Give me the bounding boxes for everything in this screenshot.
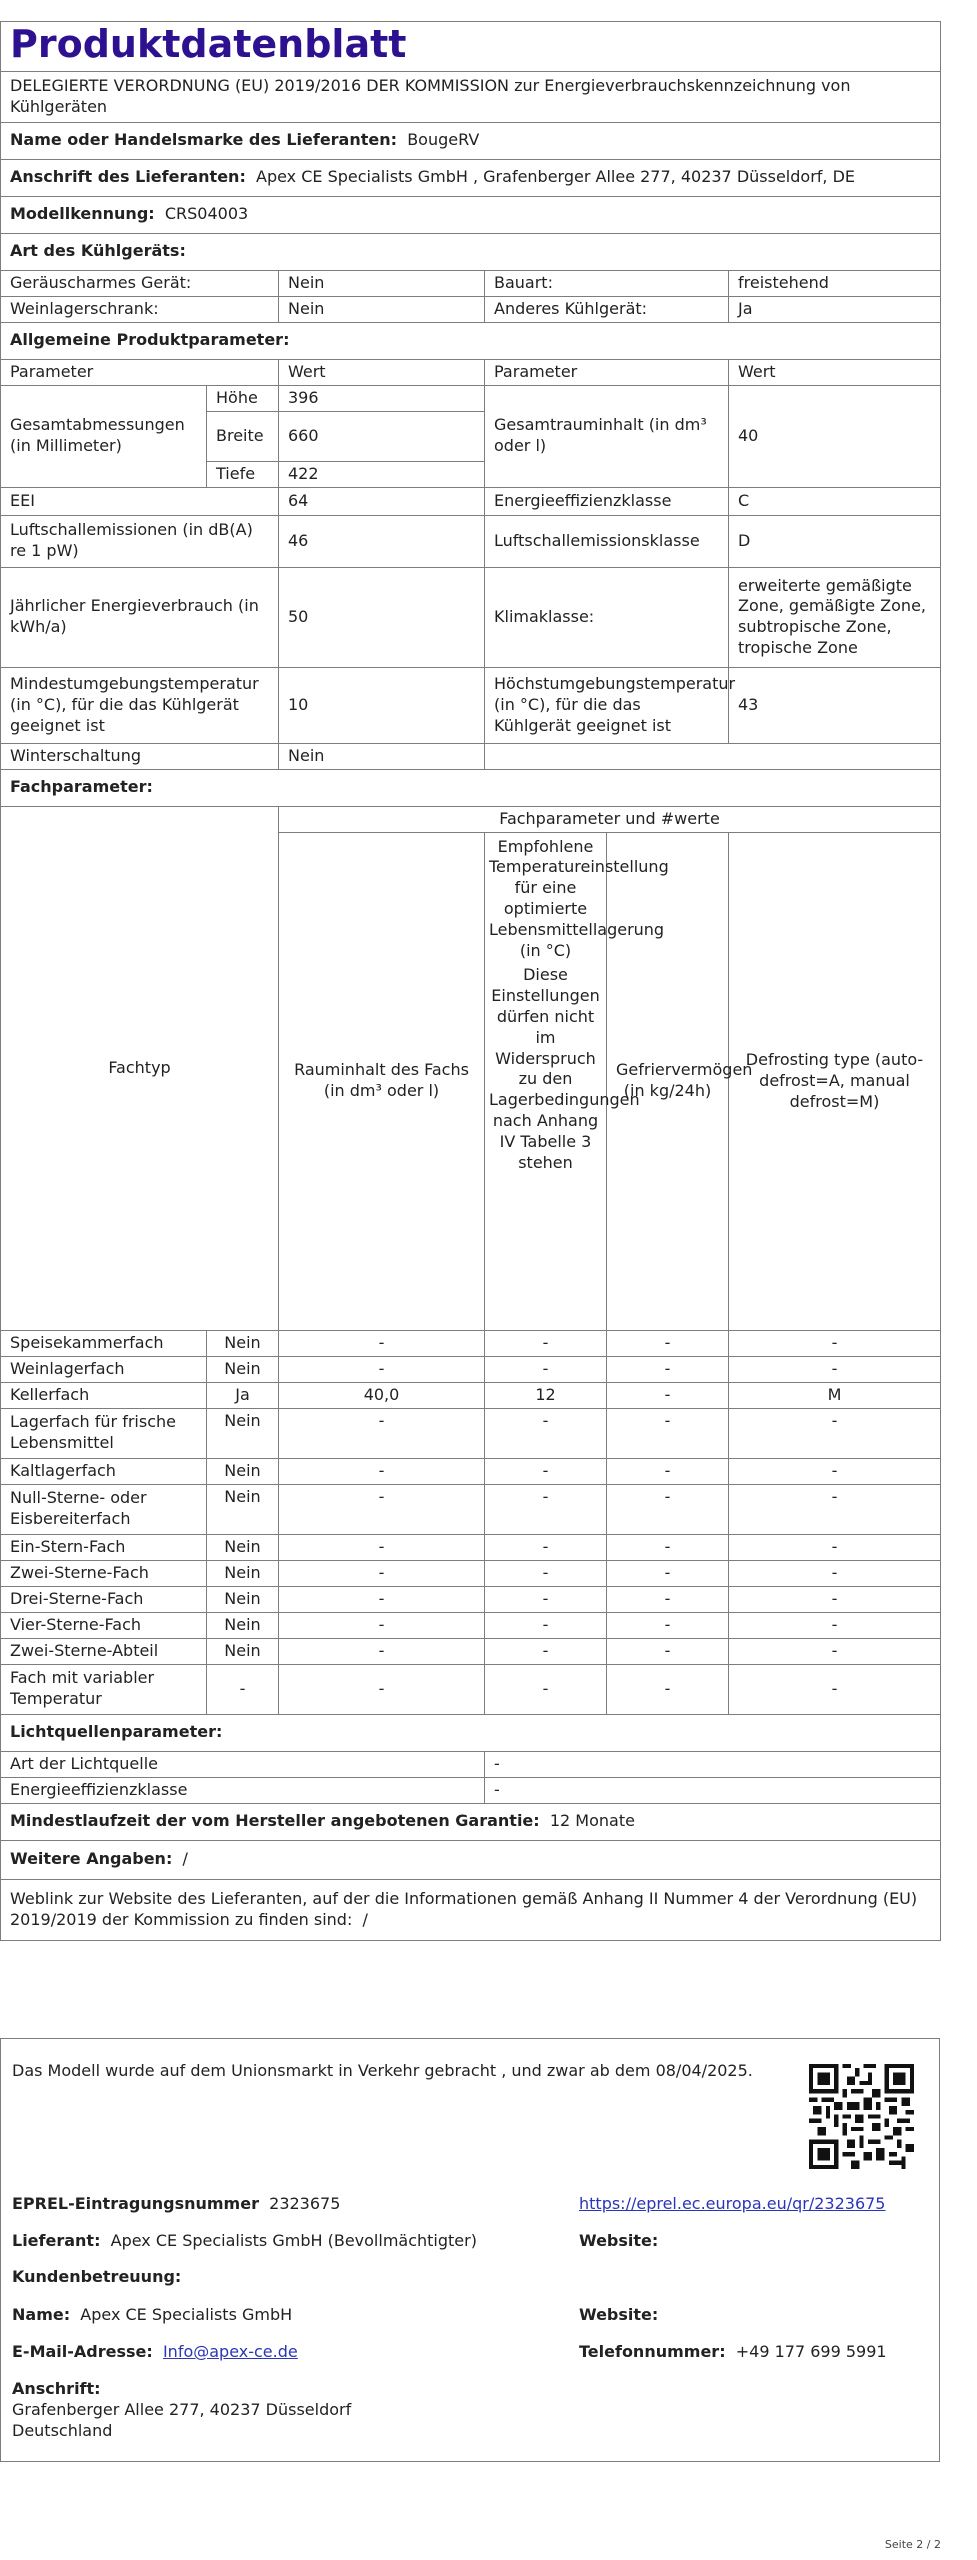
table-row xyxy=(1,1638,941,1664)
compartment-freeze: - xyxy=(607,1612,729,1638)
table-row xyxy=(1,1560,941,1586)
compartment-volume: - xyxy=(279,1612,485,1638)
compartment-defrost: - xyxy=(729,1586,941,1612)
supplier-website-label: Website: xyxy=(579,2231,659,2250)
compartment-freeze: - xyxy=(607,1586,729,1612)
compartment-defrost: - xyxy=(729,1408,941,1458)
col-parameter: Parameter xyxy=(1,359,279,385)
col-compartment-volume: Rauminhalt des Fachs (in dm³ oder l) xyxy=(279,832,485,1330)
col-freezing-capacity: Gefriervermögen (in kg/24h) xyxy=(607,832,729,1330)
light-class-value: - xyxy=(485,1777,941,1803)
supplier-info-label: Lieferant: xyxy=(12,2231,101,2250)
wine-cabinet-label: Weinlagerschrank: xyxy=(1,296,279,322)
eprel-label: EPREL-Eintragungsnummer xyxy=(12,2194,259,2213)
compartment-name: Lagerfach für frische Lebensmittel xyxy=(1,1408,207,1458)
compartment-freeze: - xyxy=(607,1484,729,1534)
customer-support-label: Kundenbetreuung: xyxy=(12,2267,182,2286)
col-value: Wert xyxy=(279,359,485,385)
climate-class-label: Klimaklasse: xyxy=(485,567,729,667)
warranty-value: 12 Monate xyxy=(549,1811,635,1831)
compartment-defrost: - xyxy=(729,1484,941,1534)
compartment-volume: - xyxy=(279,1638,485,1664)
table-row xyxy=(1,1612,941,1638)
max-temp-label: Höchstumgebungstemperatur (in °C), für die das Kühlgerät geeignet ist xyxy=(485,667,729,743)
model-row xyxy=(1,196,941,233)
compartment-present: Nein xyxy=(207,1458,279,1484)
compartment-present: Nein xyxy=(207,1638,279,1664)
general-params-heading: Allgemeine Produktparameter: xyxy=(1,322,941,359)
eprel-link[interactable]: https://eprel.ec.europa.eu/qr/2323675 xyxy=(579,2194,886,2213)
support-name-label: Name: xyxy=(12,2305,71,2324)
eei-value: 64 xyxy=(279,487,485,515)
eprel-info-box xyxy=(0,2038,940,2462)
wine-cabinet-value: Nein xyxy=(279,296,485,322)
width-label: Breite xyxy=(207,411,279,461)
address-label: Anschrift des Lieferanten: xyxy=(10,167,246,187)
compartment-freeze: - xyxy=(607,1560,729,1586)
depth-label: Tiefe xyxy=(207,461,279,487)
email-link[interactable]: Info@apex-ce.de xyxy=(162,2342,298,2361)
email-row xyxy=(12,2342,298,2363)
table-row xyxy=(1,1356,941,1382)
compartment-volume: - xyxy=(279,1560,485,1586)
compartment-present: - xyxy=(207,1664,279,1714)
light-type-value: - xyxy=(485,1751,941,1777)
low-noise-label: Geräuscharmes Gerät: xyxy=(1,270,279,296)
compartment-name: Ein-Stern-Fach xyxy=(1,1534,207,1560)
supplier-value: BougeRV xyxy=(407,130,480,150)
support-address-line2: Deutschland xyxy=(12,2420,113,2440)
noise-label: Luftschallemissionen (in dB(A) re 1 pW) xyxy=(1,515,279,567)
support-website-label: Website: xyxy=(579,2305,659,2324)
compartment-volume: - xyxy=(279,1458,485,1484)
winter-switch-label: Winterschaltung xyxy=(1,743,279,769)
other-appliance-label: Anderes Kühlgerät: xyxy=(485,296,729,322)
table-row xyxy=(1,1664,941,1714)
compartment-name: Zwei-Sterne-Fach xyxy=(1,1560,207,1586)
compartment-defrost: - xyxy=(729,1330,941,1356)
appliance-type-heading: Art des Kühlgeräts: xyxy=(1,233,941,270)
compartment-temp: - xyxy=(485,1356,607,1382)
compartment-freeze: - xyxy=(607,1458,729,1484)
compartment-name: Zwei-Sterne-Abteil xyxy=(1,1638,207,1664)
compartment-name: Kellerfach xyxy=(1,1382,207,1408)
table-row xyxy=(1,1408,941,1458)
email-label: E-Mail-Adresse: xyxy=(12,2342,153,2361)
annual-energy-label: Jährlicher Energieverbrauch (in kWh/a) xyxy=(1,567,279,667)
table-row xyxy=(1,1458,941,1484)
eprel-number-row xyxy=(12,2194,340,2215)
table-row xyxy=(1,1330,941,1356)
height-label: Höhe xyxy=(207,385,279,411)
support-address-line1: Grafenberger Allee 277, 40237 Düsseldorf xyxy=(12,2399,352,2419)
support-name-value: Apex CE Specialists GmbH xyxy=(80,2305,293,2324)
compartment-volume: - xyxy=(279,1356,485,1382)
compartment-present: Nein xyxy=(207,1330,279,1356)
eprel-number: 2323675 xyxy=(269,2194,341,2213)
compartment-defrost: - xyxy=(729,1356,941,1382)
table-row xyxy=(1,1586,941,1612)
compartment-name: Drei-Sterne-Fach xyxy=(1,1586,207,1612)
compartment-temp: - xyxy=(485,1560,607,1586)
compartment-name: Weinlagerfach xyxy=(1,1356,207,1382)
product-data-sheet xyxy=(0,21,940,1941)
further-info-row xyxy=(1,1840,941,1879)
supplier-info-value: Apex CE Specialists GmbH (Bevollmächtigter) xyxy=(110,2231,477,2250)
table-row xyxy=(1,1484,941,1534)
compartment-params-heading: Fachparameter: xyxy=(1,769,941,806)
table-row xyxy=(1,1382,941,1408)
energy-class-value: C xyxy=(729,487,941,515)
address-row xyxy=(1,159,941,196)
col-parameter-2: Parameter xyxy=(485,359,729,385)
weblink-row xyxy=(1,1879,941,1940)
eei-label: EEI xyxy=(1,487,279,515)
page-title: Produktdatenblatt xyxy=(1,22,941,72)
compartment-freeze: - xyxy=(607,1534,729,1560)
compartment-present: Nein xyxy=(207,1586,279,1612)
energy-class-label: Energieeffizienzklasse xyxy=(485,487,729,515)
total-volume-label: Gesamtrauminhalt (in dm³ oder l) xyxy=(485,385,729,487)
compartment-volume: - xyxy=(279,1484,485,1534)
compartment-name: Kaltlagerfach xyxy=(1,1458,207,1484)
further-info-label: Weitere Angaben: xyxy=(10,1849,173,1869)
climate-class-value: erweiterte gemäßigte Zone, gemäßigte Zone, subtropische Zone, tropische Zone xyxy=(729,567,941,667)
annual-energy-value: 50 xyxy=(279,567,485,667)
supplier-label: Name oder Handelsmarke des Lieferanten: xyxy=(10,130,398,150)
compartment-temp: - xyxy=(485,1330,607,1356)
compartment-freeze: - xyxy=(607,1664,729,1714)
phone-label: Telefonnummer: xyxy=(579,2342,726,2361)
support-address-label: Anschrift: xyxy=(12,2379,101,2398)
winter-switch-value: Nein xyxy=(279,743,485,769)
total-volume-value: 40 xyxy=(729,385,941,487)
qr-code-icon[interactable] xyxy=(809,2064,914,2169)
compartment-defrost: - xyxy=(729,1664,941,1714)
recommended-temp-note: Diese Einstellungen dürfen nicht im Widerspruch zu den Lagerbedingungen nach Anhang IV Tabelle 3 stehen xyxy=(489,965,640,1172)
compartment-temp: - xyxy=(485,1638,607,1664)
empty-cell xyxy=(485,743,941,769)
light-class-label: Energieeffizienzklasse xyxy=(1,1777,485,1803)
col-value-2: Wert xyxy=(729,359,941,385)
compartment-name: Null-Sterne- oder Eisbereiterfach xyxy=(1,1484,207,1534)
model-value: CRS04003 xyxy=(164,204,249,224)
supplier-row xyxy=(1,122,941,159)
compartment-temp: - xyxy=(485,1664,607,1714)
dimensions-label: Gesamtabmessungen (in Millimeter) xyxy=(1,385,207,487)
compartment-group-header: Fachparameter und #werte xyxy=(279,806,941,832)
compartment-temp: - xyxy=(485,1408,607,1458)
regulation-subtitle: DELEGIERTE VERORDNUNG (EU) 2019/2016 DER KOMMISSION zur Energieverbrauchskennzeichnung von Kühlgeräten xyxy=(1,71,941,122)
max-temp-value: 43 xyxy=(729,667,941,743)
compartment-volume: - xyxy=(279,1408,485,1458)
compartment-name: Speisekammerfach xyxy=(1,1330,207,1356)
compartment-volume: - xyxy=(279,1534,485,1560)
compartment-defrost: - xyxy=(729,1638,941,1664)
noise-value: 46 xyxy=(279,515,485,567)
design-label: Bauart: xyxy=(485,270,729,296)
height-value: 396 xyxy=(279,385,485,411)
compartment-present: Nein xyxy=(207,1612,279,1638)
compartment-temp: - xyxy=(485,1586,607,1612)
compartment-volume: 40,0 xyxy=(279,1382,485,1408)
compartment-present: Nein xyxy=(207,1484,279,1534)
supplier-info-row xyxy=(12,2231,477,2252)
page-number: Seite 2 / 2 xyxy=(884,2538,941,2551)
design-value: freistehend xyxy=(729,270,941,296)
market-placement-text: Das Modell wurde auf dem Unionsmarkt in Verkehr gebracht , und zwar ab dem 08/04/2025. xyxy=(12,2061,753,2080)
compartment-defrost: - xyxy=(729,1458,941,1484)
weblink-text: Weblink zur Website des Lieferanten, auf der die Informationen gemäß Anhang II Nummer 4 der Verordnung (EU) 2019/2019 der Kommission zu finden sind: xyxy=(10,1888,918,1929)
support-address-block xyxy=(12,2379,351,2441)
compartment-defrost: - xyxy=(729,1560,941,1586)
compartment-freeze: - xyxy=(607,1330,729,1356)
compartment-temp: - xyxy=(485,1458,607,1484)
phone-row xyxy=(579,2342,887,2363)
compartment-present: Nein xyxy=(207,1534,279,1560)
compartment-freeze: - xyxy=(607,1408,729,1458)
compartment-temp: 12 xyxy=(485,1382,607,1408)
compartment-temp: - xyxy=(485,1484,607,1534)
low-noise-value: Nein xyxy=(279,270,485,296)
address-value: Apex CE Specialists GmbH , Grafenberger Allee 277, 40237 Düsseldorf, DE xyxy=(256,167,855,187)
compartment-temp: - xyxy=(485,1612,607,1638)
compartment-volume: - xyxy=(279,1664,485,1714)
width-value: 660 xyxy=(279,411,485,461)
compartment-rows xyxy=(1,1330,941,1714)
warranty-row xyxy=(1,1803,941,1840)
noise-class-value: D xyxy=(729,515,941,567)
model-label: Modellkennung: xyxy=(10,204,155,224)
noise-class-label: Luftschallemissionsklasse xyxy=(485,515,729,567)
compartment-temp: - xyxy=(485,1534,607,1560)
col-recommended-temp xyxy=(485,832,669,1330)
compartment-freeze: - xyxy=(607,1638,729,1664)
compartment-present: Nein xyxy=(207,1356,279,1382)
support-name-row xyxy=(12,2305,292,2326)
compartment-present: Nein xyxy=(207,1408,279,1458)
table-row xyxy=(1,1534,941,1560)
compartment-defrost: - xyxy=(729,1534,941,1560)
compartment-name: Vier-Sterne-Fach xyxy=(1,1612,207,1638)
col-compartment-type: Fachtyp xyxy=(1,806,279,1330)
other-appliance-value: Ja xyxy=(729,296,941,322)
warranty-label: Mindestlaufzeit der vom Hersteller angebotenen Garantie: xyxy=(10,1811,540,1831)
weblink-value: / xyxy=(362,1909,368,1929)
min-temp-value: 10 xyxy=(279,667,485,743)
compartment-volume: - xyxy=(279,1586,485,1612)
compartment-name: Fach mit variabler Temperatur xyxy=(1,1664,207,1714)
further-info-value: / xyxy=(182,1849,188,1869)
light-source-heading: Lichtquellenparameter: xyxy=(1,1714,941,1751)
compartment-present: Nein xyxy=(207,1560,279,1586)
compartment-defrost: M xyxy=(729,1382,941,1408)
compartment-freeze: - xyxy=(607,1382,729,1408)
min-temp-label: Mindestumgebungstemperatur (in °C), für die das Kühlgerät geeignet ist xyxy=(1,667,279,743)
col-defrost-type: Defrosting type (auto-defrost=A, manual defrost=M) xyxy=(729,832,941,1330)
recommended-temp-text: Empfohlene Temperatureinstellung für eine optimierte Lebensmittellagerung (in °C) xyxy=(489,836,669,960)
compartment-freeze: - xyxy=(607,1356,729,1382)
depth-value: 422 xyxy=(279,461,485,487)
phone-value: +49 177 699 5991 xyxy=(735,2342,887,2361)
light-type-label: Art der Lichtquelle xyxy=(1,1751,485,1777)
compartment-volume: - xyxy=(279,1330,485,1356)
compartment-present: Ja xyxy=(207,1382,279,1408)
main-table xyxy=(0,21,941,1941)
compartment-defrost: - xyxy=(729,1612,941,1638)
